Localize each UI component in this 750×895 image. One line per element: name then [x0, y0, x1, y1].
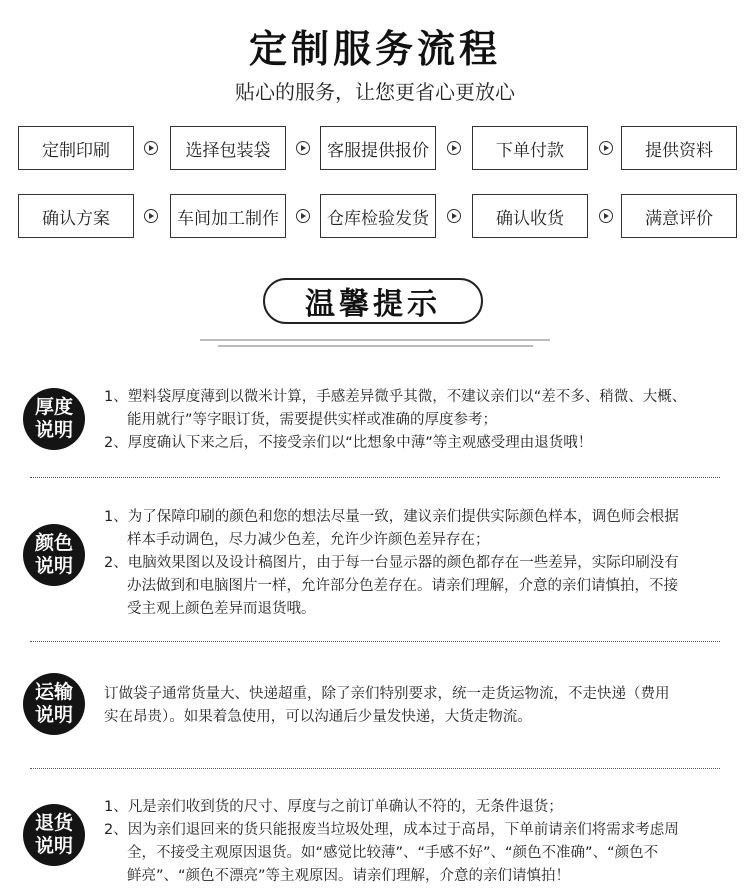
arrow-right-icon [599, 209, 613, 223]
shipping-badge: 运输 说明 [23, 673, 85, 735]
process-step: 提供资料 [621, 126, 737, 170]
page-subtitle: 贴心的服务，让您更省心更放心 [235, 80, 515, 104]
decorative-fine-print [200, 335, 550, 355]
process-step: 下单付款 [472, 126, 588, 170]
arrow-right-icon [144, 209, 158, 223]
arrow-right-icon [599, 141, 613, 155]
shipping-text: 订做袋子通常货量大、快递超重，除了亲们特别要求，统一走货运物流，不走快递（费用 实在昂贵）。如果着急使用，可以沟通后少量发快递，大货走物流。 [104, 686, 670, 725]
process-step: 定制印刷 [18, 126, 134, 170]
process-step: 仓库检验发货 [320, 194, 436, 238]
arrow-right-icon [296, 209, 310, 223]
header-section [0, 0, 750, 258]
color-text: 1、为了保障印刷的颜色和您的想法尽量一致，建议亲们提供实际颜色样本，调色师会根据 样本手动调色，尽力减少色差，允许少许颜色差异存在； 2、电脑效果图以及设计稿图片，由于每一台显示器的颜色都存在一些差异，实际印刷没有 办法做到和电脑图片一样，允许部分色差存在。请亲们理解，介意的亲们请慎拍，不接 受主观上颜色差异而退货哦。 [104, 509, 679, 617]
process-step: 满意评价 [621, 194, 737, 238]
divider [30, 641, 720, 642]
return-text: 1、凡是亲们收到货的尺寸、厚度与之前订单确认不符的，无条件退货； 2、因为亲们退回来的货只能报废当垃圾处理，成本过于高昂，下单前请亲们将需求考虑周 全，不接受主观原因退货。如“感觉比较薄”、“手感不好”、“颜色不准确”、“颜色不 鲜亮”、“颜色不漂亮”等主观原因。请亲们理解，介意的亲们请慎拍！ [104, 799, 679, 884]
color-badge: 颜色 说明 [23, 524, 85, 586]
thickness-text: 1、塑料袋厚度薄到以微米计算，手感差异微乎其微，不建议亲们以“差不多、稍微、大概、 能用就行”等字眼订货，需要提供实样或准确的厚度参考； 2、厚度确认下来之后，不接受亲们以“比想象中薄”等主观感受理由退货哦！ [104, 389, 687, 451]
arrow-right-icon [447, 141, 461, 155]
divider [30, 477, 720, 478]
divider [30, 768, 720, 769]
arrow-right-icon [447, 209, 461, 223]
arrow-right-icon [296, 141, 310, 155]
notice-title: 温馨提示 [263, 278, 483, 324]
return-badge: 退货 说明 [23, 804, 85, 866]
arrow-right-icon [144, 141, 158, 155]
page-title: 定制服务流程 [248, 27, 501, 71]
process-step: 客服提供报价 [320, 126, 436, 170]
thickness-badge: 厚度 说明 [23, 388, 85, 450]
process-step: 车间加工制作 [170, 194, 286, 238]
process-step: 选择包装袋 [170, 126, 286, 170]
process-step: 确认方案 [18, 194, 134, 238]
process-step: 确认收货 [472, 194, 588, 238]
